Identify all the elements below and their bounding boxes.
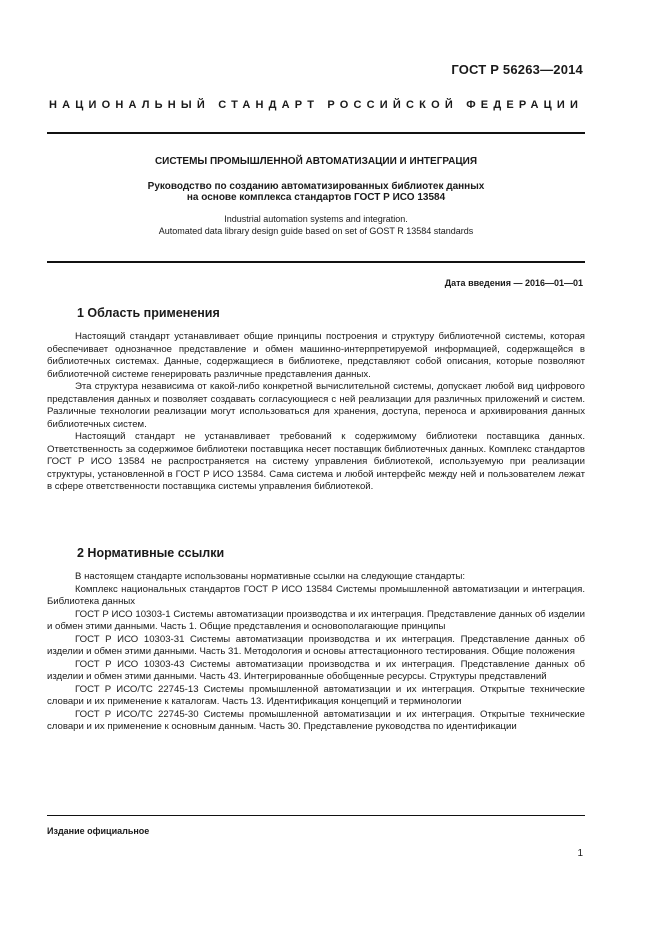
english-title: [47, 213, 585, 237]
subtitle-line-1: Руководство по созданию автоматизированных библиотек данных: [147, 181, 485, 192]
paragraph: Настоящий стандарт устанавливает общие принципы построения и структуру библиотечной системы, которая обеспечивает однозначное представление и обмен машинно-интерпретируемой информацией, содержащейся в библиотечных системах. Данные, содержащиеся в библиотеке, представляют собой описания, которые позволяют библиотечной системе генерировать различные представления данных.: [47, 331, 585, 380]
national-standard-banner: НАЦИОНАЛЬНЫЙ СТАНДАРТ РОССИЙСКОЙ ФЕДЕРАЦИИ: [48, 99, 584, 111]
document-code: ГОСТ Р 56263—2014: [451, 62, 583, 77]
reference-item: Комплекс национальных стандартов ГОСТ Р ИСО 13584 Системы промышленной автоматизации и интеграция. Библиотека данных: [47, 583, 585, 607]
reference-item: ГОСТ Р ИСО 10303-1 Системы автоматизации производства и их интеграция. Представление данных об изделии и обмен этими данными. Часть 1. Общие представления и основополагающие принципы: [47, 608, 585, 632]
paragraph: Настоящий стандарт не устанавливает требований к содержимому библиотеки поставщика данных. Ответственность за содержимое библиотеки поставщика несет поставщик библиотечных данных. Комплекс стандартов ГОСТ Р ИСО 13584 не распространяется на систему управления библиотекой, используемую при реализации структуры, установленной в ГОСТ Р ИСО 13584. Сама система и любой интерфейс между ней и пользователем лежат в сфере ответственности поставщика системы управления библиотекой.: [47, 431, 585, 492]
section-1-heading: 1 Область применения: [77, 306, 220, 320]
reference-item: ГОСТ Р ИСО 10303-31 Системы автоматизации производства и их интеграция. Представление данных об изделии и обмен этими данными. Часть 31. Методология и основы аттестационного тестирования. Общие положения: [47, 633, 585, 657]
page-number: 1: [577, 848, 583, 859]
reference-item: ГОСТ Р ИСО/ТС 22745-30 Системы промышленной автоматизации и их интеграция. Открытые технические словари и их применение к основным данным. Часть 30. Представление руководства по идентификации: [47, 708, 585, 732]
footer-rule: [47, 815, 585, 816]
english-title-line-2: Automated data library design guide based on set of GOST R 13584 standards: [158, 226, 474, 236]
edition-label: Издание официальное: [47, 826, 150, 836]
english-title-line-1: Industrial automation systems and integration.: [224, 214, 408, 224]
reference-item: ГОСТ Р ИСО/ТС 22745-13 Системы промышленной автоматизации и их интеграция. Открытые технические словари и их применение к каталогам. Часть 13. Идентификация концепций и терминологии: [47, 683, 585, 707]
section-2-body: [47, 571, 585, 734]
subtitle-line-2: на основе комплекса стандартов ГОСТ Р ИСО 13584: [186, 192, 446, 203]
reference-item: ГОСТ Р ИСО 10303-43 Системы автоматизации производства и их интеграция. Представление данных об изделии и обмен этими данными. Часть 43. Интегрированные обобщенные ресурсы. Структуры представлений: [47, 658, 585, 682]
section-2-heading: 2 Нормативные ссылки: [77, 546, 225, 560]
introduction-date: Дата введения — 2016—01—01: [444, 278, 583, 288]
section-1-body: [47, 331, 585, 494]
paragraph: Эта структура независима от какой-либо конкретной вычислительной системы, допускает любой вид цифрового представления данных и позволяет создавать согласующиеся с ней реализации для различных приложений и систем. Различные технологии реализации могут использоваться для хранения, доступа, переноса и архивирования данных библиотечных систем.: [47, 381, 585, 430]
document-subtitle: [47, 181, 585, 203]
header-rule: [47, 132, 585, 134]
document-title: СИСТЕМЫ ПРОМЫШЛЕННОЙ АВТОМАТИЗАЦИИ И ИНТЕГРАЦИЯ: [154, 156, 478, 167]
title-rule: [47, 261, 585, 263]
paragraph: В настоящем стандарте использованы нормативные ссылки на следующие стандарты:: [75, 571, 466, 582]
